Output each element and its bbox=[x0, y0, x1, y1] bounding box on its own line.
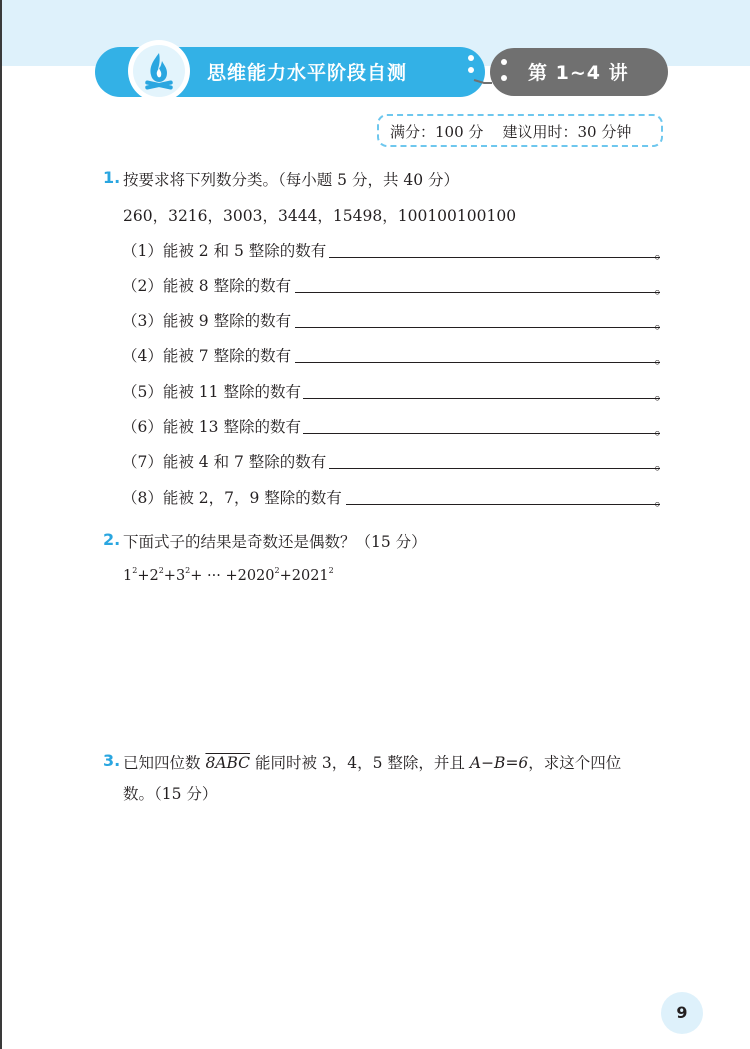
answer-line[interactable] bbox=[329, 257, 660, 258]
question-prompt: 已知四位数 8ABC 能同时被 3，4，5 整除，并且 A−B=6，求这个四位 bbox=[123, 754, 622, 772]
sub-question bbox=[122, 380, 670, 402]
sub-question-end: 。 bbox=[654, 455, 670, 473]
lesson-dots bbox=[498, 56, 510, 88]
answer-line[interactable] bbox=[329, 468, 660, 469]
answer-line[interactable] bbox=[295, 362, 660, 363]
question-prompt: 下面式子的结果是奇数还是偶数？（15 分） bbox=[123, 533, 427, 551]
answer-line[interactable] bbox=[295, 327, 660, 328]
lesson-range: 第 1~4 讲 bbox=[528, 62, 629, 84]
sub-question-end: 。 bbox=[654, 385, 670, 403]
question-prompt: 按要求将下列数分类。（每小题 5 分，共 40 分） bbox=[123, 171, 460, 189]
answer-line[interactable] bbox=[346, 504, 660, 505]
condition: A−B=6 bbox=[469, 754, 529, 772]
sub-question-end: 。 bbox=[654, 491, 670, 509]
sub-question-label: （3）能被 9 整除的数有 bbox=[122, 312, 292, 330]
sub-question-end: 。 bbox=[654, 420, 670, 438]
four-digit-number: 8ABC bbox=[205, 754, 251, 772]
sub-question-label: （8）能被 2，7，9 整除的数有 bbox=[122, 489, 342, 507]
answer-line[interactable] bbox=[295, 292, 660, 293]
sub-question-end: 。 bbox=[654, 349, 670, 367]
sub-question-end: 。 bbox=[654, 244, 670, 262]
page-title: 思维能力水平阶段自测 bbox=[207, 62, 408, 84]
score-info: 满分：100 分 建议用时：30 分钟 bbox=[390, 123, 632, 141]
number-list: 260，3216，3003，3444，15498，100100100100 bbox=[123, 207, 517, 225]
sub-question bbox=[122, 450, 670, 472]
sub-question bbox=[122, 415, 670, 437]
answer-line[interactable] bbox=[303, 433, 660, 434]
sub-question bbox=[122, 274, 670, 296]
question-number: 1. bbox=[103, 168, 121, 187]
sub-question bbox=[122, 309, 670, 331]
sub-question-label: （6）能被 13 整除的数有 bbox=[122, 418, 301, 436]
sub-question-label: （2）能被 8 整除的数有 bbox=[122, 277, 292, 295]
sub-question-label: （1）能被 2 和 5 整除的数有 bbox=[122, 242, 327, 260]
sub-question bbox=[122, 486, 670, 508]
sub-question-label: （7）能被 4 和 7 整除的数有 bbox=[122, 453, 327, 471]
question-number: 2. bbox=[103, 530, 121, 549]
campfire-icon bbox=[133, 45, 185, 97]
sub-question-label: （5）能被 11 整除的数有 bbox=[122, 383, 301, 401]
sub-question-end: 。 bbox=[654, 314, 670, 332]
sub-question-end: 。 bbox=[654, 279, 670, 297]
sub-question bbox=[122, 239, 670, 261]
question-number: 3. bbox=[103, 751, 121, 770]
sub-question bbox=[122, 344, 670, 366]
sub-question-label: （4）能被 7 整除的数有 bbox=[122, 347, 292, 365]
question-prompt-continued: 数。（15 分） bbox=[123, 785, 218, 803]
math-expression: $1^2+2^2+3^2+$ ··· $+2020^2+2021^2$ bbox=[123, 566, 334, 584]
answer-line[interactable] bbox=[303, 398, 660, 399]
page-edge bbox=[0, 0, 2, 1049]
page-number: 9 bbox=[676, 1003, 688, 1022]
